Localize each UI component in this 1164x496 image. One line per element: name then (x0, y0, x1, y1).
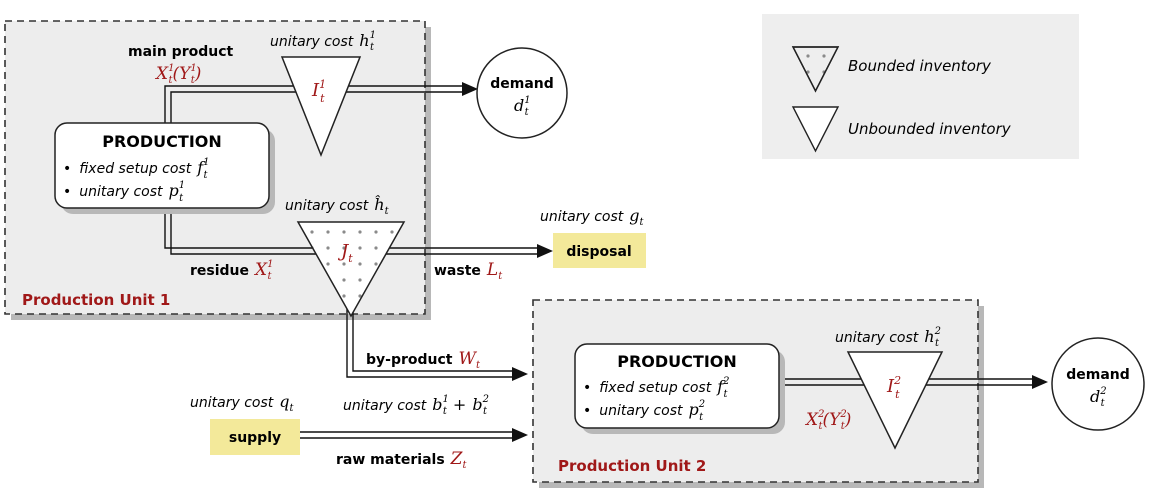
production-node-1-unit-cost: • unitary cost $p^1$ t (63, 180, 186, 204)
main-product-label: main product (128, 44, 234, 60)
demand-1-symbol: $d^1$ t (514, 95, 531, 118)
disposal-cost: unitary cost $g_t$ (540, 206, 644, 228)
inventory-j-cost: unitary cost $ĥ_t$ (285, 195, 389, 217)
waste-label: waste $L_t$ (434, 260, 503, 282)
production-unit-2-title: Production Unit 2 (558, 457, 707, 475)
inventory-i2-symbol: $I^2$ t (887, 374, 902, 401)
production-node-2-setup-cost: • fixed setup cost $f^2$ t (583, 376, 730, 400)
byproduct-label: by-product $W_t$ (366, 349, 480, 371)
production-node-1-title: PRODUCTION (102, 132, 222, 151)
demand-2-label: demand (1066, 367, 1130, 383)
supply-cost: unitary cost $q_t$ (190, 392, 294, 414)
production-node-1-setup-cost: • fixed setup cost $f^1$ t (63, 157, 210, 181)
demand-2-node (1052, 338, 1144, 430)
legend-unbounded-label: Unbounded inventory (848, 120, 1011, 138)
byproduct-cost: unitary cost $b^1$ $t + b^2$ t (343, 394, 489, 417)
disposal-label: disposal (566, 244, 632, 260)
production-unit-1-title: Production Unit 1 (22, 291, 171, 309)
supply-label: supply (228, 430, 282, 446)
production-node-2-title: PRODUCTION (617, 352, 737, 371)
demand-1-node (477, 48, 567, 138)
main-product-variable: $X^1$ $t(Y^1$ t) (156, 63, 202, 86)
inventory-i1-cost: unitary cost $h^1$ t (270, 30, 376, 53)
raw-materials-flow (300, 428, 528, 442)
inventory-i1-symbol: $I^1$ t (312, 78, 327, 105)
production-node-2-unit-cost: • unitary cost $p^2$ t (583, 399, 706, 423)
unit2-output-variable: $X^2$ $t(Y^2$ t) (806, 409, 852, 432)
residue-label: residue $X^1$ t (190, 259, 274, 282)
demand-2-symbol: $d^2$ t (1090, 386, 1107, 409)
inventory-i2-cost: unitary cost $h^2$ t (835, 326, 941, 349)
inventory-j-symbol: $J_t$ (341, 241, 353, 265)
demand-1-label: demand (490, 76, 554, 92)
raw-materials-label: raw materials $Z_t$ (336, 449, 467, 471)
legend-bounded-label: Bounded inventory (848, 57, 991, 75)
